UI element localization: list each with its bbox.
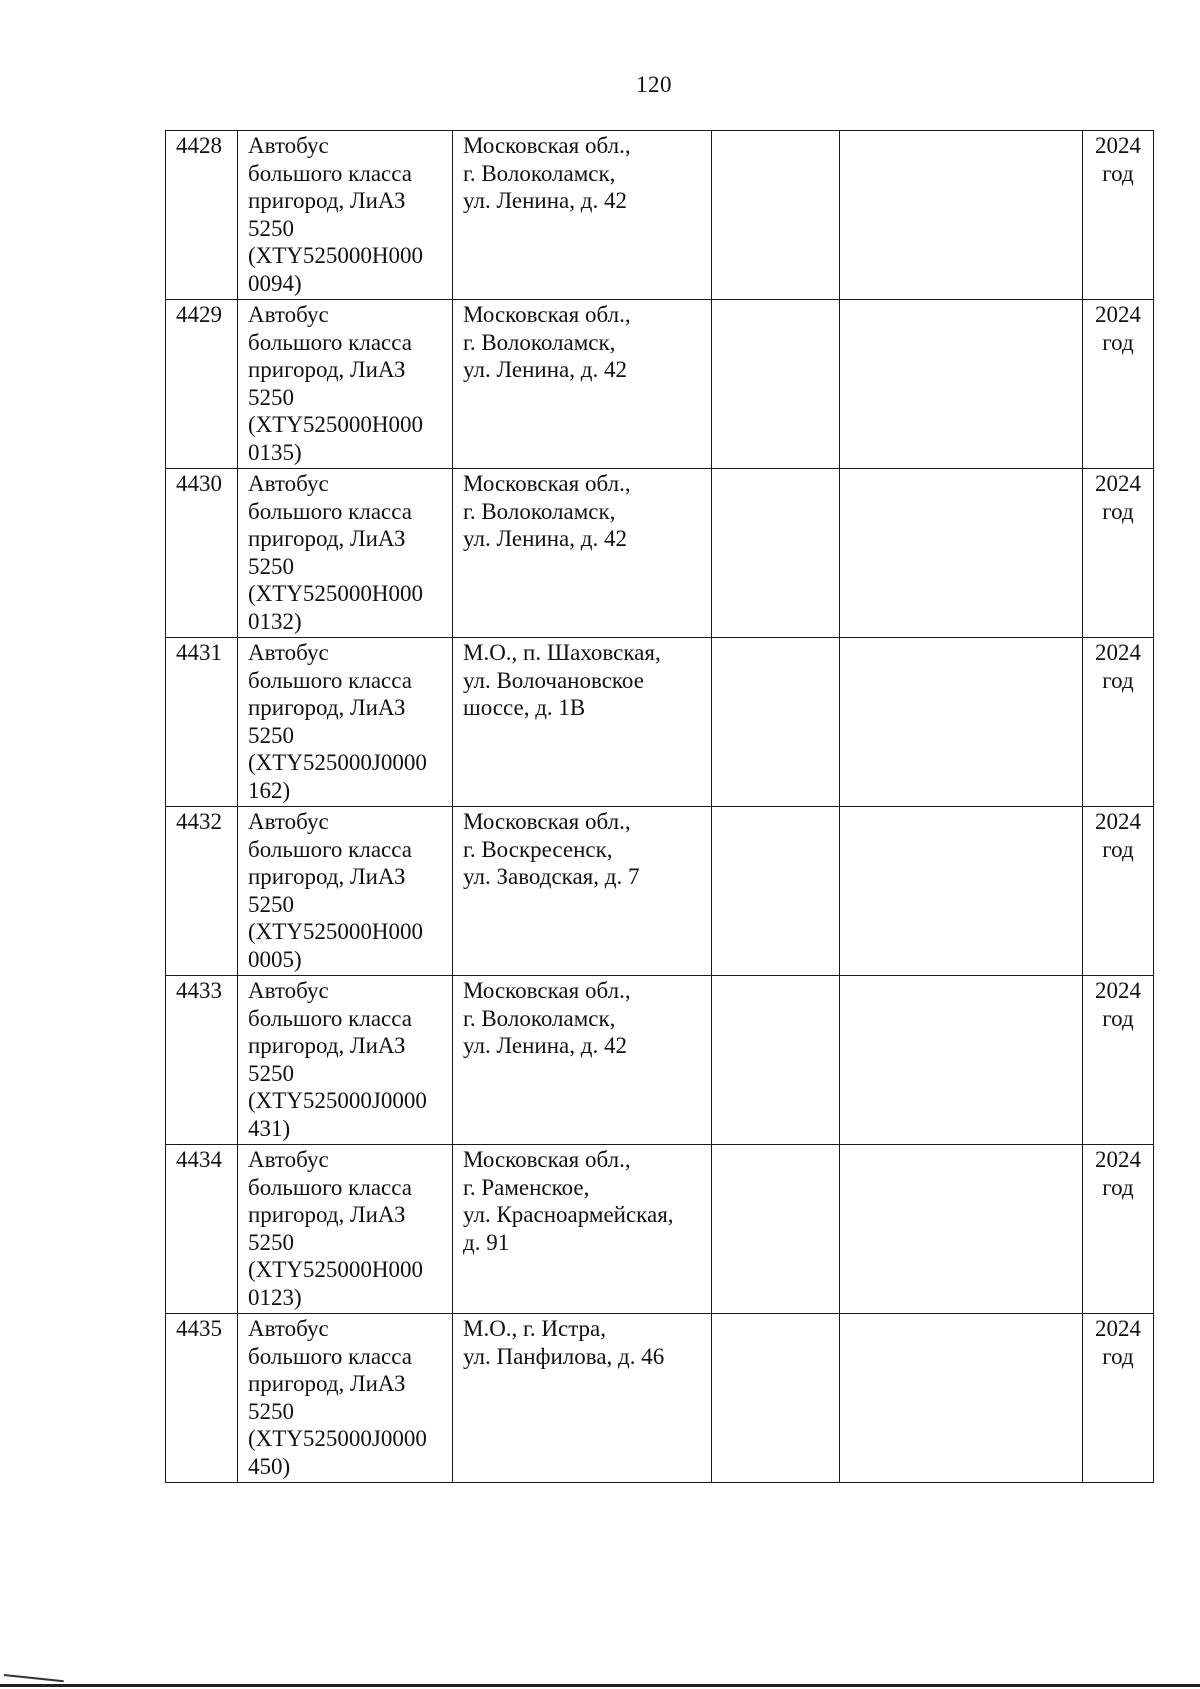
vehicle-name-line: 5250 bbox=[248, 553, 294, 579]
vehicle-name-line: 5250 bbox=[248, 1060, 294, 1086]
year-line: 2024 bbox=[1095, 978, 1141, 1003]
address-line: М.О., г. Истра, bbox=[463, 1316, 607, 1341]
address-line: г. Воскресенск, bbox=[463, 836, 613, 862]
vehicle-name-line: (XTY525000J0000 bbox=[248, 1426, 427, 1451]
page-bottom-rule bbox=[0, 1684, 1200, 1687]
year-line: год bbox=[1102, 667, 1134, 693]
page-number: 120 bbox=[636, 72, 672, 97]
vehicle-name-line: 0135) bbox=[248, 439, 302, 465]
empty-cell bbox=[840, 976, 1083, 1145]
address-cell bbox=[453, 807, 712, 976]
address-line: шоссе, д. 1В bbox=[463, 695, 586, 720]
address-line: ул. Красноармейская, bbox=[463, 1202, 674, 1227]
address-line: М.О., п. Шаховская, bbox=[463, 640, 661, 665]
address-cell bbox=[453, 469, 712, 638]
vehicle-name-cell bbox=[238, 638, 453, 807]
address-line: ул. Заводская, д. 7 bbox=[463, 864, 640, 889]
vehicle-name-line: пригород, ЛиАЗ bbox=[248, 1202, 406, 1227]
year-line: 2024 bbox=[1095, 640, 1141, 665]
address-cell bbox=[453, 638, 712, 807]
vehicle-name-line: пригород, ЛиАЗ bbox=[248, 526, 406, 551]
table-body bbox=[166, 131, 1154, 1483]
address-cell bbox=[453, 131, 712, 300]
vehicle-name-line: (XTY525000H000 bbox=[248, 412, 424, 437]
vehicle-name-cell bbox=[238, 807, 453, 976]
vehicle-name-cell bbox=[238, 469, 453, 638]
vehicle-name-line: Автобус bbox=[248, 1147, 329, 1172]
vehicle-name-line: большого класса bbox=[248, 1174, 412, 1200]
row-number-cell bbox=[166, 131, 238, 300]
vehicle-name-line: большого класса bbox=[248, 836, 412, 862]
year-line: 2024 bbox=[1095, 471, 1141, 496]
empty-cell bbox=[712, 638, 840, 807]
row-number: 4428 bbox=[176, 133, 222, 158]
address-line: ул. Панфилова, д. 46 bbox=[463, 1343, 665, 1369]
vehicle-name-line: большого класса bbox=[248, 329, 412, 355]
row-number: 4434 bbox=[176, 1147, 222, 1172]
vehicle-name-cell bbox=[238, 1314, 453, 1483]
empty-cell bbox=[840, 469, 1083, 638]
table-row bbox=[166, 807, 1154, 976]
vehicle-name-line: большого класса bbox=[248, 498, 412, 524]
vehicle-name-line: 450) bbox=[248, 1453, 291, 1479]
empty-cell bbox=[840, 807, 1083, 976]
vehicle-name-line: большого класса bbox=[248, 160, 412, 186]
address-line: Московская обл., bbox=[463, 302, 631, 327]
empty-cell bbox=[840, 300, 1083, 469]
scan-mark bbox=[4, 1674, 64, 1682]
vehicle-name-line: (XTY525000J0000 bbox=[248, 1088, 427, 1113]
year-cell bbox=[1083, 469, 1154, 638]
address-line: ул. Ленина, д. 42 bbox=[463, 1033, 627, 1058]
vehicle-name-line: (XTY525000J0000 bbox=[248, 750, 427, 775]
vehicle-name-line: Автобус bbox=[248, 133, 329, 158]
address-line: Московская обл., bbox=[463, 133, 631, 158]
vehicle-name-cell bbox=[238, 976, 453, 1145]
vehicle-name-line: пригород, ЛиАЗ bbox=[248, 1033, 406, 1058]
row-number-cell bbox=[166, 807, 238, 976]
address-line: Московская обл., bbox=[463, 1147, 631, 1172]
row-number: 4429 bbox=[176, 302, 222, 327]
address-line: ул. Ленина, д. 42 bbox=[463, 357, 627, 382]
row-number-cell bbox=[166, 300, 238, 469]
row-number-cell bbox=[166, 638, 238, 807]
year-cell bbox=[1083, 1314, 1154, 1483]
row-number-cell bbox=[166, 976, 238, 1145]
vehicle-name-line: 5250 bbox=[248, 1398, 294, 1424]
vehicle-name-line: (XTY525000H000 bbox=[248, 919, 424, 944]
vehicle-name-line: Автобус bbox=[248, 471, 329, 496]
vehicle-name-cell bbox=[238, 131, 453, 300]
year-line: 2024 bbox=[1095, 302, 1141, 327]
address-line: ул. Волочановское bbox=[463, 667, 644, 693]
year-cell bbox=[1083, 638, 1154, 807]
vehicle-name-line: пригород, ЛиАЗ bbox=[248, 1371, 406, 1396]
year-cell bbox=[1083, 976, 1154, 1145]
empty-cell bbox=[712, 131, 840, 300]
year-line: 2024 bbox=[1095, 809, 1141, 834]
table-row bbox=[166, 469, 1154, 638]
empty-cell bbox=[712, 300, 840, 469]
address-cell bbox=[453, 1145, 712, 1314]
empty-cell bbox=[840, 1145, 1083, 1314]
vehicle-name-line: 5250 bbox=[248, 891, 294, 917]
vehicle-name-line: 5250 bbox=[248, 722, 294, 748]
empty-cell bbox=[712, 1314, 840, 1483]
year-cell bbox=[1083, 131, 1154, 300]
vehicle-name-line: 0132) bbox=[248, 608, 302, 634]
vehicle-name-line: пригород, ЛиАЗ bbox=[248, 864, 406, 889]
vehicle-name-line: Автобус bbox=[248, 640, 329, 665]
row-number: 4433 bbox=[176, 978, 222, 1003]
vehicle-name-line: 0094) bbox=[248, 270, 302, 296]
address-line: г. Волоколамск, bbox=[463, 498, 616, 524]
year-cell bbox=[1083, 300, 1154, 469]
year-line: 2024 bbox=[1095, 1316, 1141, 1341]
vehicle-name-line: большого класса bbox=[248, 667, 412, 693]
vehicle-name-line: 162) bbox=[248, 777, 291, 803]
address-line: д. 91 bbox=[463, 1229, 510, 1255]
year-line: год bbox=[1102, 329, 1134, 355]
address-line: Московская обл., bbox=[463, 978, 631, 1003]
vehicle-name-line: 5250 bbox=[248, 215, 294, 241]
year-line: год bbox=[1102, 1005, 1134, 1031]
empty-cell bbox=[840, 1314, 1083, 1483]
empty-cell bbox=[840, 638, 1083, 807]
vehicle-name-line: пригород, ЛиАЗ bbox=[248, 188, 406, 213]
vehicle-name-line: 0005) bbox=[248, 946, 302, 972]
year-line: 2024 bbox=[1095, 1147, 1141, 1172]
table-row bbox=[166, 638, 1154, 807]
year-cell bbox=[1083, 1145, 1154, 1314]
address-cell bbox=[453, 976, 712, 1145]
vehicle-name-line: 431) bbox=[248, 1115, 291, 1141]
empty-cell bbox=[712, 807, 840, 976]
empty-cell bbox=[712, 976, 840, 1145]
empty-cell bbox=[712, 469, 840, 638]
row-number: 4435 bbox=[176, 1316, 222, 1341]
row-number: 4430 bbox=[176, 471, 222, 496]
address-line: г. Раменское, bbox=[463, 1174, 590, 1200]
row-number-cell bbox=[166, 469, 238, 638]
address-cell bbox=[453, 300, 712, 469]
row-number: 4432 bbox=[176, 809, 222, 834]
vehicle-name-line: (XTY525000H000 bbox=[248, 581, 424, 606]
vehicle-name-line: 5250 bbox=[248, 1229, 294, 1255]
address-line: ул. Ленина, д. 42 bbox=[463, 188, 627, 213]
address-line: г. Волоколамск, bbox=[463, 329, 616, 355]
vehicle-name-line: Автобус bbox=[248, 302, 329, 327]
address-line: г. Волоколамск, bbox=[463, 160, 616, 186]
row-number-cell bbox=[166, 1145, 238, 1314]
vehicle-name-line: большого класса bbox=[248, 1005, 412, 1031]
year-line: год bbox=[1102, 160, 1134, 186]
address-line: Московская обл., bbox=[463, 471, 631, 496]
vehicle-name-line: (XTY525000H000 bbox=[248, 1257, 424, 1282]
table-row bbox=[166, 1145, 1154, 1314]
address-line: ул. Ленина, д. 42 bbox=[463, 526, 627, 551]
table-row bbox=[166, 1314, 1154, 1483]
vehicle-name-line: (XTY525000H000 bbox=[248, 243, 424, 268]
table-row bbox=[166, 976, 1154, 1145]
year-line: год bbox=[1102, 836, 1134, 862]
empty-cell bbox=[712, 1145, 840, 1314]
address-cell bbox=[453, 1314, 712, 1483]
address-line: Московская обл., bbox=[463, 809, 631, 834]
vehicle-name-line: 5250 bbox=[248, 384, 294, 410]
table-row bbox=[166, 131, 1154, 300]
year-line: год bbox=[1102, 498, 1134, 524]
vehicle-name-cell bbox=[238, 1145, 453, 1314]
table-row bbox=[166, 300, 1154, 469]
row-number: 4431 bbox=[176, 640, 222, 665]
vehicle-name-line: большого класса bbox=[248, 1343, 412, 1369]
vehicle-registry-table bbox=[165, 130, 1154, 1483]
address-line: г. Волоколамск, bbox=[463, 1005, 616, 1031]
vehicle-name-cell bbox=[238, 300, 453, 469]
vehicle-name-line: Автобус bbox=[248, 1316, 329, 1341]
vehicle-name-line: 0123) bbox=[248, 1284, 302, 1310]
year-line: год bbox=[1102, 1174, 1134, 1200]
empty-cell bbox=[840, 131, 1083, 300]
row-number-cell bbox=[166, 1314, 238, 1483]
vehicle-name-line: Автобус bbox=[248, 809, 329, 834]
vehicle-name-line: пригород, ЛиАЗ bbox=[248, 695, 406, 720]
year-cell bbox=[1083, 807, 1154, 976]
year-line: 2024 bbox=[1095, 133, 1141, 158]
year-line: год bbox=[1102, 1343, 1134, 1369]
vehicle-name-line: пригород, ЛиАЗ bbox=[248, 357, 406, 382]
vehicle-name-line: Автобус bbox=[248, 978, 329, 1003]
